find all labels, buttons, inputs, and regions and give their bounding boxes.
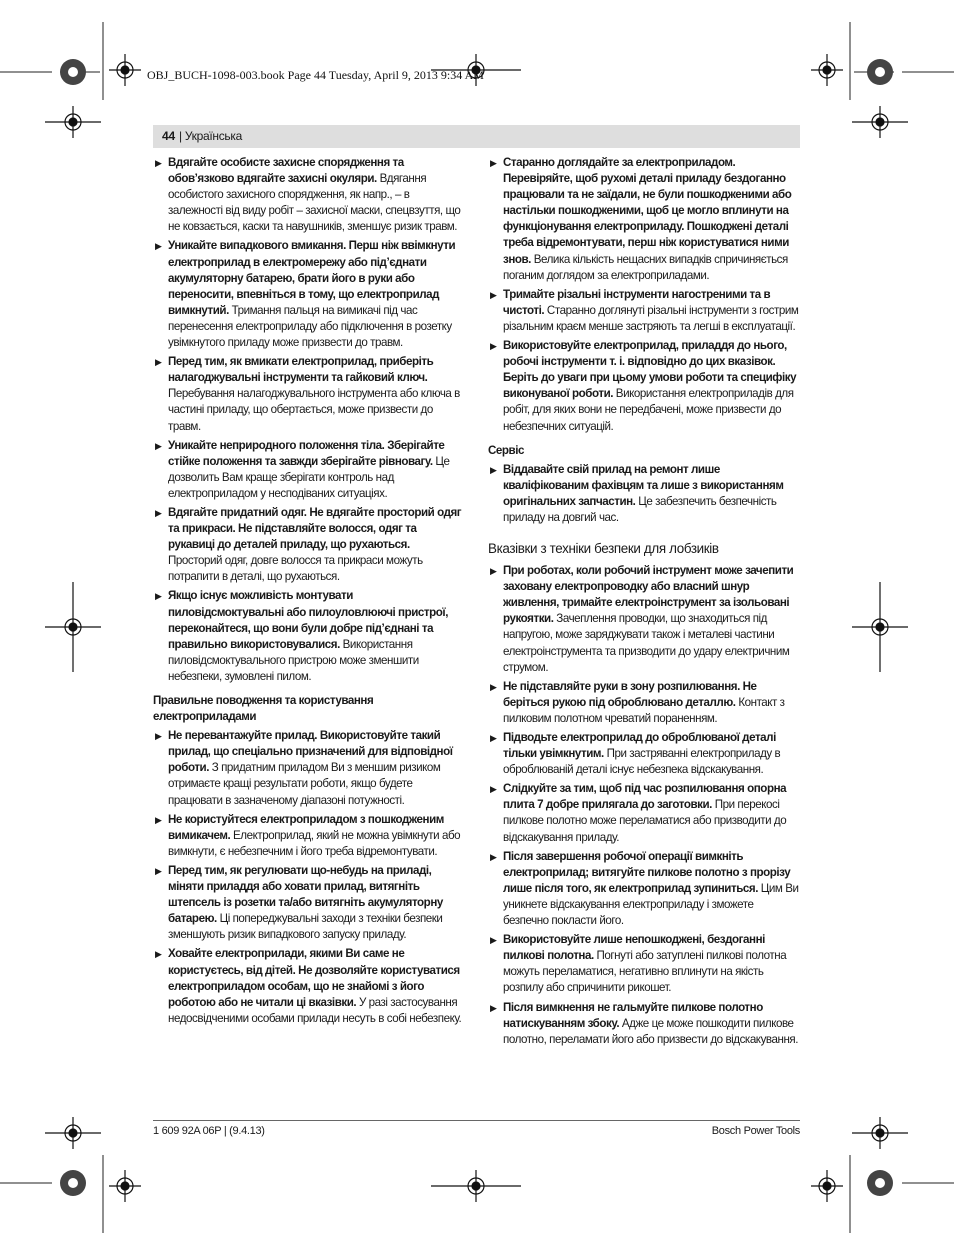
left-column [153,155,465,1030]
warning-lead: Не підставляйте руки в зону розпилювання. Не беріться рукою під оброблювано деталлю. [503,679,757,709]
list-item [153,354,465,434]
list-item [488,155,801,284]
list-item [153,155,465,235]
list-item [488,849,801,929]
list-item [488,781,801,845]
page-number: 44 [162,129,175,143]
warning-explanation: Це забезпечить безпечність приладу на довгий час. [503,494,777,524]
list-item [153,728,465,808]
footer-brand: Bosch Power Tools [711,1125,800,1137]
footer-divider [153,1120,800,1121]
warning-lead: Використовуйте електроприлад, приладдя до нього, робочі інструменти т. і. відповідно до цих вказівок. Беріть до уваги при цьому умови роботи та специфіку виконуваної роботи. [503,339,797,401]
list-item [488,462,801,526]
warning-lead: Ховайте електроприлади, якими Ви саме не користуєтесь, від дітей. Не дозволяйте користуватися електроприладом особам, що не знайомі з його роботою або не читали ці вказівки. [168,947,460,1009]
footer-doc-number: 1 609 92A 06P | (9.4.13) [153,1125,265,1137]
warning-explanation: З придатним приладом Ви з меншим ризиком отримаєте кращі результати роботи, якщо будете працювати в зазначеному діапазоні потужності. [168,761,441,807]
warning-lead: Підводьте електроприлад до оброблюваної деталі тільки увімкнутим. [503,731,776,761]
warning-explanation: Використання пиловідсмоктувального пристрою може зменшити небезпеки, зумовлені пилом. [168,637,419,683]
warning-lead: Уникайте випадкового вмикання. Перш ніж ввімкнути електроприлад в електромережу або під’єднати акумуляторну батарею, брати його в руки або переносити, впевніться в тому, що електроприлад вимкнутий. [168,239,456,317]
subheading: Сервіс [488,443,524,457]
warning-explanation: Це дозволить Вам краще зберігати контроль над електроприладом у несподіваних ситуаціях. [168,454,450,500]
warning-lead: Вдягайте придатний одяг. Не вдягайте просторий одяг та прикраси. Не підставляйте волосся, одяг та рукавиці до деталей приладу, що рухаються. [168,505,462,552]
warning-lead: Після вимкнення не гальмуйте пилкове полотно натискуванням збоку. [503,1000,763,1030]
warning-lead: Уникайте неприродного положення тіла. Зберігайте стійке положення та завжди зберігайте рівновагу. [168,438,445,468]
warning-explanation: У разі застосування недосвідченими особами прилади несуть в собі небезпеку. [168,995,462,1025]
book-info-line: OBJ_BUCH-1098-003.book Page 44 Tuesday, April 9, 2013 9:34 AM [147,68,484,82]
warning-explanation: Велика кількість нещасних випадків спричиняється поганим доглядом за електроприладами. [503,252,788,282]
warning-explanation: Контакт з пилковим полотном чреватий пораненням. [503,695,785,725]
warning-lead: Вдягайте особисте захисне спорядження та обов’язково вдягайте захисні окуляри. [168,156,404,186]
list-item [153,946,465,1026]
warning-explanation: Погнуті або затуплені пилкові полотна можуть переламатися, негативно вплинути на якість розпилу або спричинити рикошет. [503,949,787,995]
warning-lead: Тримайте різальні інструменти нагостреними та в чистоті. [503,287,771,317]
warning-lead: При роботах, коли робочий інструмент може зачепити заховану електропроводку або власний шнур живлення, тримайте електроінструмент за ізольовані рукоятки. [503,564,794,626]
page-header [153,125,800,148]
warning-explanation: Вдягання особистого захисного спорядження, як напр., – в залежності від виду робіт – захисної маски, спецвзуття, що не ковзається, каски та навушників, зменшує ризик травм. [168,172,461,234]
warning-lead: Слідкуйте за тим, щоб під час розпилювання опорна плита 7 добре прилягала до заготовки. [503,782,787,812]
subheading: Правильне поводження та користування електроприладами [153,694,374,724]
list-item [488,932,801,996]
warning-explanation: Цим Ви уникнете відскакування електроприладу і зможете безпечно покласти його. [503,881,799,928]
warning-explanation: Використання електроприладів для робіт, для яких вони не передбачені, може призвести до небезпечних ситуацій. [503,387,794,433]
list-item [488,679,801,727]
warning-lead: Використовуйте лише непошкоджені, бездоганні пилкові полотна. [503,933,765,963]
warning-explanation: Тримання пальця на вимикачі під час перенесення електроприладу або підключення в розетку увімкнутого приладу може призвести до травм. [168,303,452,350]
list-item [153,812,465,860]
warning-explanation: Електроприлад, який не можна увімкнути або вимкнути, є небезпечним і його треба відремонтувати. [168,828,461,858]
language-label: | Українська [179,129,242,143]
warning-explanation: При застряванні електроприладу в оброблюваній деталі існує небезпека відскакування. [503,747,781,777]
list-item [153,505,465,585]
warning-explanation: Старанно доглянуті різальні інструменти з гострим різальним краєм менше застряють та легші в експлуатації. [503,303,799,333]
list-item [153,438,465,502]
warning-explanation: Зачеплення проводки, що знаходиться під напругою, може заряджувати також і металеві частини електроінструмента та призводити до удару електричним струмом. [503,612,790,674]
list-item [488,287,801,335]
list-item [153,238,465,351]
warning-lead: Віддавайте свій прилад на ремонт лише кваліфікованим фахівцям та лише з використанням оригінальних запчастин. [503,462,784,508]
list-item [488,338,801,435]
list-item [153,863,465,943]
list-item [488,1000,801,1048]
warning-explanation: При перекосі пилкове полотно може переламатися або призводити до відскакування приладу. [503,798,787,844]
warning-explanation: Адже це може пошкодити пилкове полотно, переламати його або призвести до відскакування. [503,1016,798,1046]
warning-explanation: Просторий одяг, довге волосся та прикраси можуть потрапити в деталі, що рухаються. [168,554,423,584]
warning-explanation: Ці попереджувальні заходи з техніки безпеки зменшують ризик випадкового запуску приладу. [168,912,443,942]
warning-lead: Перед тим, як регулювати що-небудь на приладі, міняти приладдя або ховати прилад, витягніть штепсель із розетки та/або витягніть акумуляторну батарею. [168,863,443,926]
section-title: Вказівки з техніки безпеки для лобзиків [488,541,719,557]
warning-lead: Не користуйтеся електроприладом з пошкодженим вимикачем. [168,812,444,842]
warning-lead: Старанно доглядайте за електроприладом. Перевіряйте, щоб рухомі деталі приладу бездоганно працювали та не заїдали, не були пошкодженими або настільки пошкодженими, щоб це могло вплинути на функціонування електроприладу. Пошкоджені деталі треба відремонтувати, перш ніж користуватися ними знов. [503,156,792,266]
list-item [488,730,801,778]
warning-lead: Якщо існує можливість монтувати пиловідсмоктувальні або пилоуловлюючі пристрої, переконайтеся, що вони були добре під’єднані та правильно використовувалися. [168,589,448,651]
warning-lead: Перед тим, як вмикати електроприлад, приберіть налагоджувальні інструменти та гайковий ключ. [168,355,434,385]
warning-explanation: Перебування налагоджувального інструмента або ключа в частині приладу, що обертається, може призвести до травм. [168,387,460,433]
warning-lead: Не перевантажуйте прилад. Використовуйте такий прилад, що спеціально призначений для відповідної роботи. [168,729,453,775]
list-item [488,563,801,676]
right-column [488,155,801,1051]
warning-lead: Після завершення робочої операції вимкніть електроприлад; витягуйте пилкове полотно з прорізу лише після того, як електроприлад зупиниться. [503,849,791,895]
list-item [153,588,465,685]
